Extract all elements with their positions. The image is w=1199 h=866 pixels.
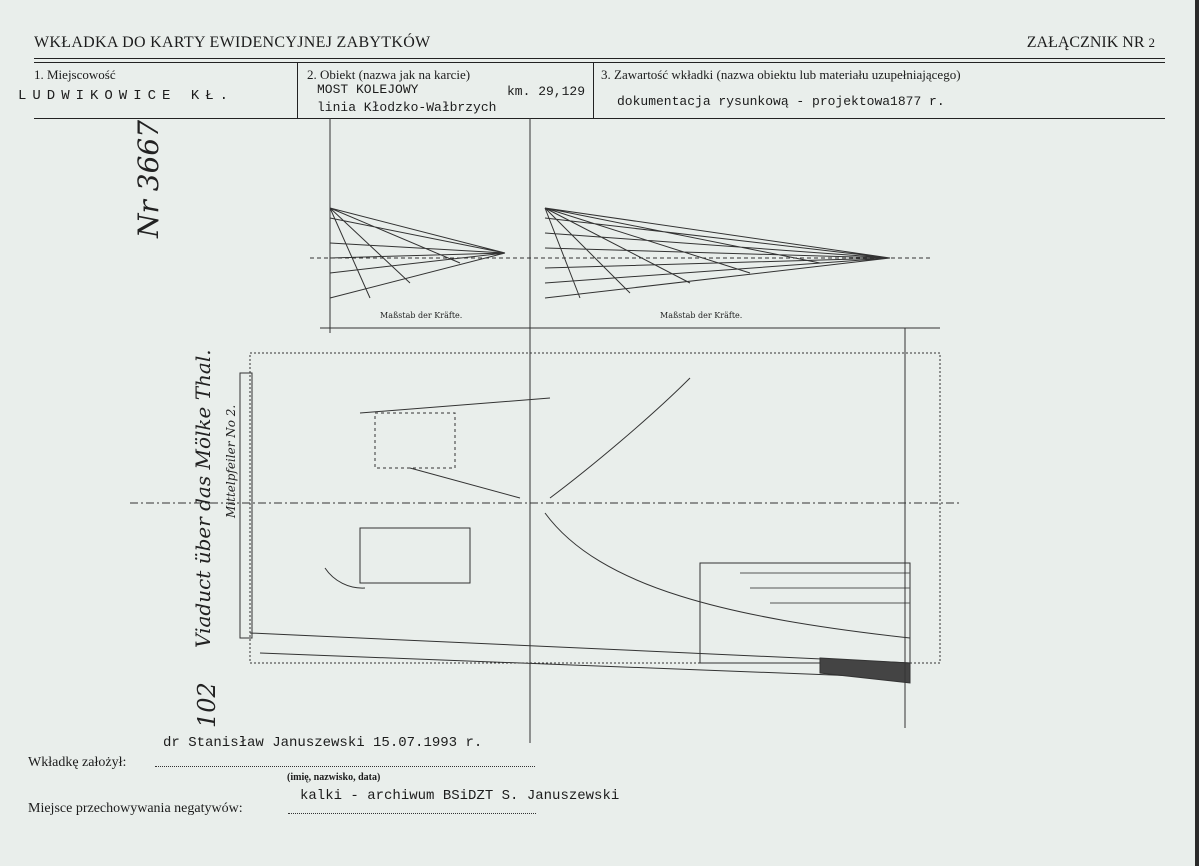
footing-hatch-lines (740, 573, 910, 603)
object-label: 2. Obiekt (nazwa jak na karcie) (307, 67, 471, 82)
diagram-caption-right: Maßstab der Kräfte. (660, 311, 743, 320)
column-divider-2 (593, 62, 594, 118)
base-line (250, 633, 910, 663)
founder-value: dr Stanisław Januszewski 15.07.1993 r. (163, 735, 483, 751)
elevation-frame (250, 353, 940, 663)
annex-number: 2 (1148, 35, 1155, 50)
pier-section-dashed (375, 413, 455, 468)
drawing-title: Viaduct über das Mölke Thal. (191, 349, 215, 648)
pier-section-rect (360, 528, 470, 583)
locality-label: 1. Miejscowość (34, 67, 116, 82)
handwritten-number: Nr 3667 (132, 119, 165, 238)
negatives-value: kalki - archiwum BSiDZT S. Januszewski (300, 788, 620, 804)
force-polygon-left (330, 208, 505, 298)
small-arch (325, 568, 365, 588)
founder-label: Wkładkę założył: (28, 755, 127, 770)
column-divider-1 (297, 62, 298, 118)
header-rule-double (34, 62, 1165, 63)
diagram-caption-left: Maßstab der Kräfte. (380, 311, 463, 320)
annex-label-text: ZAŁĄCZNIK NR (1026, 34, 1145, 51)
object-km: km. 29,129 (507, 84, 586, 99)
negatives-label: Miejsce przechowywania negatywów: (28, 801, 243, 816)
card-title: WKŁADKA DO KARTY EWIDENCYJNEJ ZABYTKÓW (34, 34, 431, 51)
founder-dotted-line (155, 766, 535, 767)
arch-curve-lower (545, 513, 910, 638)
arch-curve-upper (550, 378, 690, 498)
drawing-subtitle: Mittelpfeiler No 2. (224, 404, 238, 518)
sheet-number: 102 (193, 682, 221, 728)
annex-label (1027, 34, 1155, 52)
locality-value: LUDWIKOWICE KŁ. (18, 88, 235, 104)
object-value-line2: linia Kłodzko-Wałbrzych (317, 100, 497, 115)
contents-value: dokumentacja rysunkową - projektowa1877 r. (617, 94, 945, 109)
negatives-dotted-line (288, 813, 536, 814)
engineering-drawing (130, 118, 960, 743)
drawing-svg (130, 118, 960, 743)
founder-hint: (imię, nazwisko, data) (287, 772, 381, 783)
force-polygon-right (545, 208, 890, 298)
footing-hatched-block (820, 658, 910, 683)
contents-label: 3. Zawartość wkładki (nazwa obiektu lub materiału uzupełniającego) (601, 67, 961, 82)
foundation-line (260, 653, 910, 678)
object-value-line1: MOST KOLEJOWY (317, 82, 419, 97)
pier-footing (700, 563, 910, 663)
header-rule (34, 58, 1165, 59)
